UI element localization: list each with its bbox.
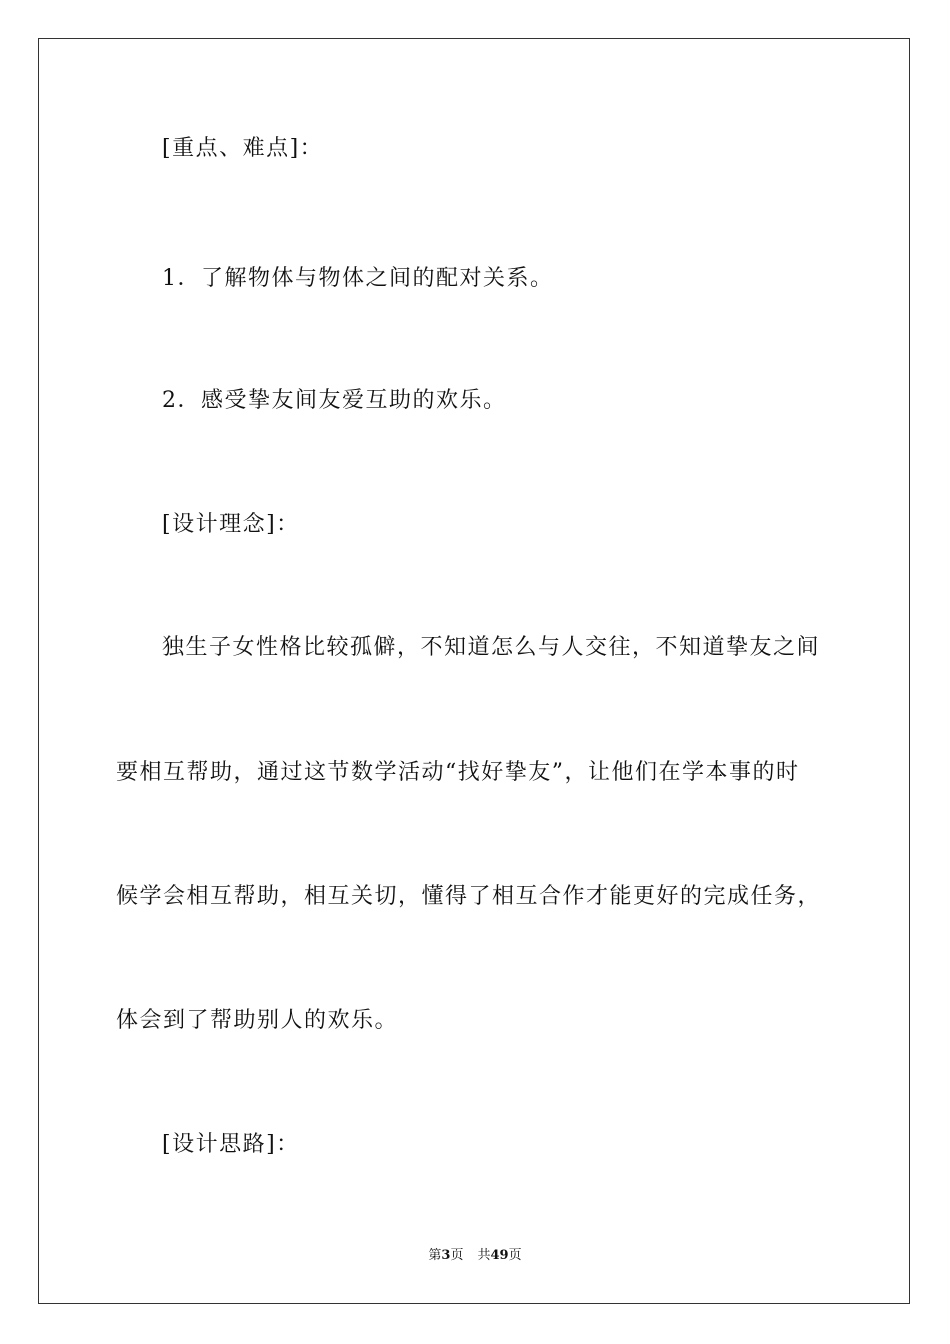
heading-design-concept: [设计理念]： <box>162 512 300 537</box>
footer-page-prefix: 第 <box>428 1248 442 1263</box>
heading-key-points: [重点、难点]： <box>162 136 324 161</box>
footer-page-number: 3 <box>441 1248 451 1263</box>
paragraph-line-3: 候学会相互帮助，相互关切，懂得了相互合作才能更好的完成任务， <box>116 884 822 909</box>
paragraph-line-2: 要相互帮助，通过这节数学活动“找好挚友”，让他们在学本事的时 <box>116 760 800 785</box>
footer-total-prefix: 共 <box>477 1248 491 1263</box>
page-border <box>38 38 910 1304</box>
list-item-1: 1．了解物体与物体之间的配对关系。 <box>162 266 554 291</box>
footer-total-pages: 49 <box>490 1248 509 1263</box>
paragraph-line-4: 体会到了帮助别人的欢乐。 <box>116 1008 399 1033</box>
page-footer <box>0 1247 950 1265</box>
list-item-2: 2．感受挚友间友爱互助的欢乐。 <box>162 388 507 413</box>
heading-design-approach: [设计思路]： <box>162 1132 300 1157</box>
footer-page-suffix: 页 <box>450 1248 464 1263</box>
footer-total-suffix: 页 <box>508 1248 522 1263</box>
paragraph-line-1: 独生子女性格比较孤僻，不知道怎么与人交往，不知道挚友之间 <box>162 635 821 660</box>
